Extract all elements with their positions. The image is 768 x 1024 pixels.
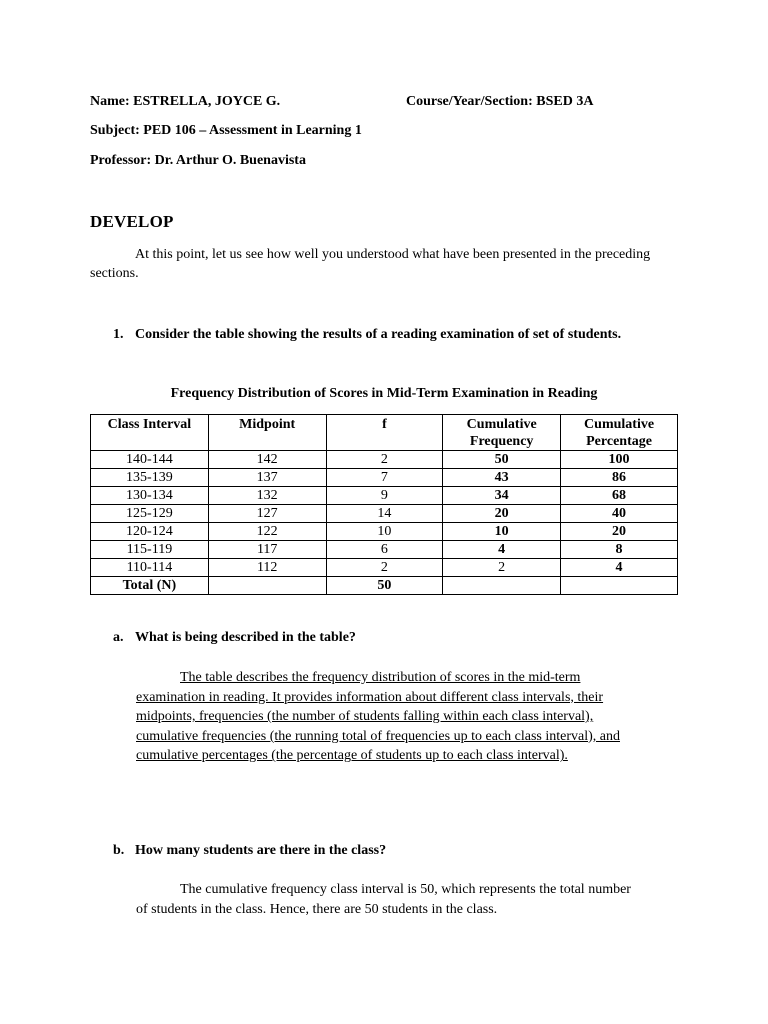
cell-midpoint: 142 [208, 451, 326, 469]
frequency-table [90, 414, 678, 595]
total-cumulative-frequency [443, 577, 561, 595]
cell-frequency: 10 [326, 523, 443, 541]
header-midpoint: Midpoint [208, 415, 326, 451]
header-cumulative-percentage: Cumulative Percentage [561, 415, 678, 451]
professor-line: Professor: Dr. Arthur O. Buenavista [90, 153, 306, 168]
answer-a-line: The table describes the frequency distribution of scores in the mid-term [180, 670, 581, 685]
section-title: DEVELOP [90, 212, 174, 231]
table-row [91, 505, 678, 523]
cell-class-interval: 110-114 [91, 559, 209, 577]
cell-cumulative-percentage: 100 [561, 451, 678, 469]
cell-cumulative-percentage: 20 [561, 523, 678, 541]
cell-midpoint: 127 [208, 505, 326, 523]
table-title: Frequency Distribution of Scores in Mid-Term Examination in Reading [170, 386, 598, 401]
cell-cumulative-frequency: 2 [443, 559, 561, 577]
cell-frequency: 9 [326, 487, 443, 505]
question-1-text: Consider the table showing the results of a reading examination of set of students. [135, 327, 622, 342]
answer-b-line: The cumulative frequency class interval is 50, which represents the total number [180, 882, 631, 897]
answer-a [136, 668, 696, 766]
question-b-number: b. [113, 843, 125, 858]
question-b [113, 843, 386, 859]
cell-class-interval: 120-124 [91, 523, 209, 541]
answer-b [136, 880, 696, 919]
cell-midpoint: 132 [208, 487, 326, 505]
table-row [91, 523, 678, 541]
cell-cumulative-frequency: 20 [443, 505, 561, 523]
cell-frequency: 7 [326, 469, 443, 487]
course-section: Course/Year/Section: BSED 3A [406, 94, 594, 109]
cell-class-interval: 130-134 [91, 487, 209, 505]
question-b-text: How many students are there in the class? [135, 843, 387, 858]
question-a [113, 630, 356, 646]
answer-a-line: cumulative percentages (the percentage of students up to each class interval). [136, 748, 568, 764]
total-frequency: 50 [326, 577, 443, 595]
header-cumulative-frequency: Cumulative Frequency [443, 415, 561, 451]
answer-a-line: cumulative frequencies (the running total of frequencies up to each class interval), and [136, 728, 620, 744]
cell-class-interval: 125-129 [91, 505, 209, 523]
total-cumulative-percentage [561, 577, 678, 595]
intro-paragraph: At this point, let us see how well you understood what have been presented in the preceding sections. [90, 247, 651, 281]
header-class-interval: Class Interval [91, 415, 209, 451]
table-row [91, 451, 678, 469]
cell-cumulative-percentage: 4 [561, 559, 678, 577]
cell-midpoint: 117 [208, 541, 326, 559]
cell-midpoint: 112 [208, 559, 326, 577]
total-midpoint [208, 577, 326, 595]
total-label: Total (N) [91, 577, 209, 595]
question-1-number: 1. [113, 327, 124, 342]
cell-cumulative-frequency: 10 [443, 523, 561, 541]
table-row [91, 559, 678, 577]
answer-a-line: examination in reading. It provides information about different class intervals, their [136, 689, 604, 705]
table-row [91, 469, 678, 487]
cell-cumulative-percentage: 86 [561, 469, 678, 487]
answer-b-line: of students in the class. Hence, there are 50 students in the class. [136, 901, 498, 917]
answer-a-line: midpoints, frequencies (the number of students falling within each class interval), [136, 709, 594, 725]
cell-midpoint: 122 [208, 523, 326, 541]
table-row [91, 487, 678, 505]
table-row [91, 541, 678, 559]
cell-class-interval: 140-144 [91, 451, 209, 469]
cell-cumulative-percentage: 68 [561, 487, 678, 505]
header-frequency: f [326, 415, 443, 451]
cell-frequency: 2 [326, 559, 443, 577]
cell-frequency: 2 [326, 451, 443, 469]
cell-cumulative-frequency: 50 [443, 451, 561, 469]
table-header-row [91, 415, 678, 451]
question-1 [113, 327, 621, 343]
cell-cumulative-percentage: 40 [561, 505, 678, 523]
table-total-row [91, 577, 678, 595]
question-a-text: What is being described in the table? [135, 630, 356, 645]
student-name: Name: ESTRELLA, JOYCE G. [90, 94, 281, 109]
cell-class-interval: 115-119 [91, 541, 209, 559]
question-a-number: a. [113, 630, 124, 645]
subject-line: Subject: PED 106 – Assessment in Learning 1 [90, 123, 362, 138]
cell-cumulative-frequency: 34 [443, 487, 561, 505]
cell-cumulative-frequency: 43 [443, 469, 561, 487]
cell-midpoint: 137 [208, 469, 326, 487]
cell-frequency: 6 [326, 541, 443, 559]
cell-frequency: 14 [326, 505, 443, 523]
cell-cumulative-percentage: 8 [561, 541, 678, 559]
cell-class-interval: 135-139 [91, 469, 209, 487]
cell-cumulative-frequency: 4 [443, 541, 561, 559]
